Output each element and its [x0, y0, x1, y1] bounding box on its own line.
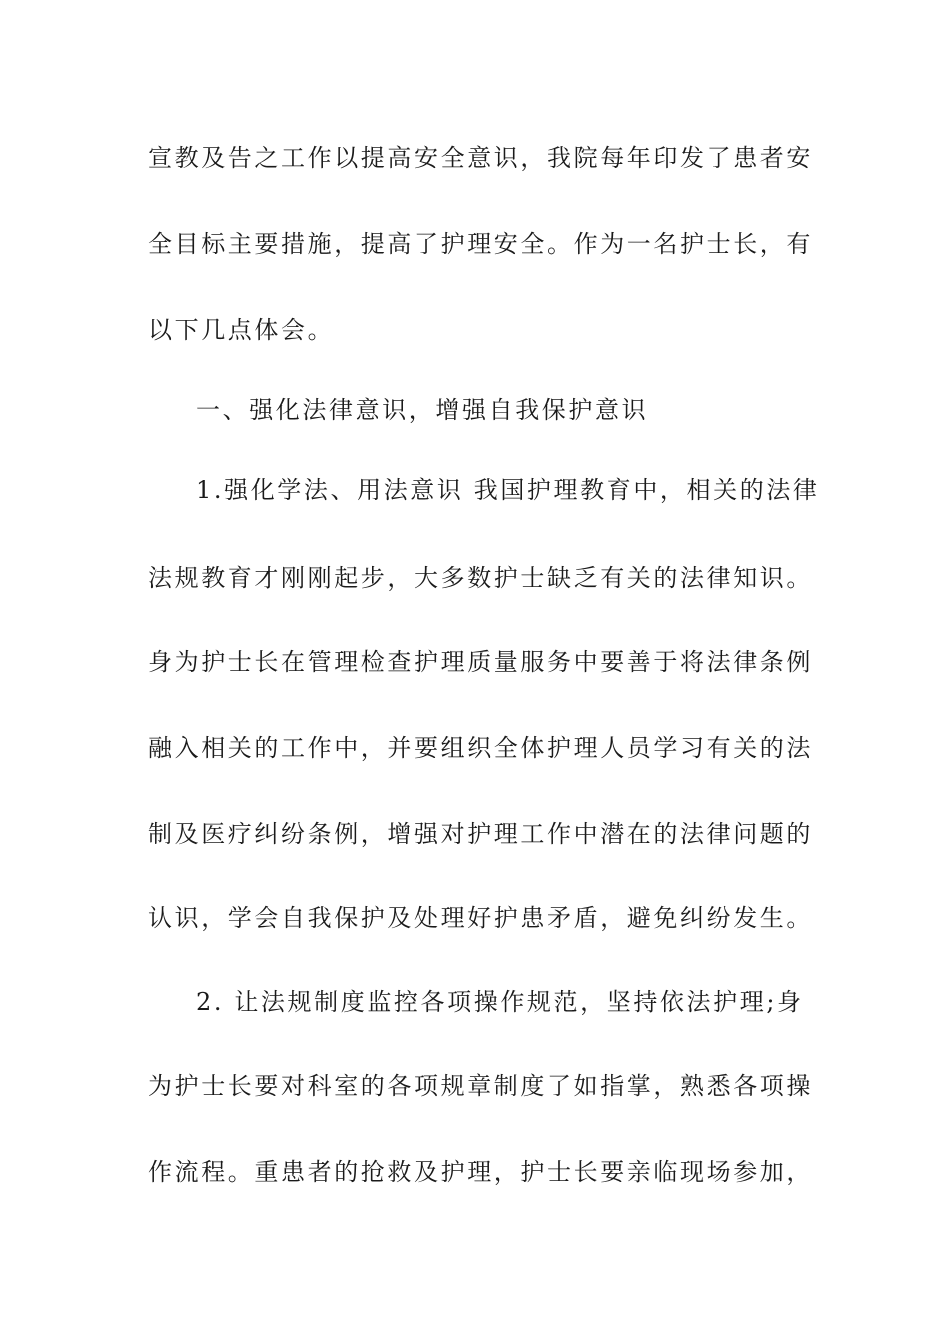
body-text-line: 法规教育才刚刚起步，大多数护士缺乏有关的法律知识。 — [148, 564, 813, 592]
body-text-line: 作流程。重患者的抢救及护理，护士长要亲临现场参加， — [148, 1158, 813, 1186]
body-text-line: 认识，学会自我保护及处理好护患矛盾，避免纠纷发生。 — [148, 904, 813, 932]
subsection-start-line: 2. 让法规制度监控各项操作规范，坚持依法护理;身 — [196, 988, 804, 1016]
body-text-line: 身为护士长在管理检查护理质量服务中要善于将法律条例 — [148, 648, 813, 676]
body-text-line: 宣教及告之工作以提高安全意识，我院每年印发了患者安 — [148, 144, 813, 172]
body-text-line: 全目标主要措施，提高了护理安全。作为一名护士长，有 — [148, 230, 813, 258]
section-heading: 一、强化法律意识，增强自我保护意识 — [196, 396, 649, 424]
body-text-line: 制及医疗纠纷条例，增强对护理工作中潜在的法律问题的 — [148, 820, 813, 848]
body-text-line: 为护士长要对科室的各项规章制度了如指掌，熟悉各项操 — [148, 1072, 813, 1100]
body-text-line: 融入相关的工作中，并要组织全体护理人员学习有关的法 — [148, 734, 813, 762]
body-text-line: 以下几点体会。 — [148, 316, 335, 344]
subsection-start-line: 1.强化学法、用法意识 我国护理教育中，相关的法律 — [196, 476, 820, 504]
